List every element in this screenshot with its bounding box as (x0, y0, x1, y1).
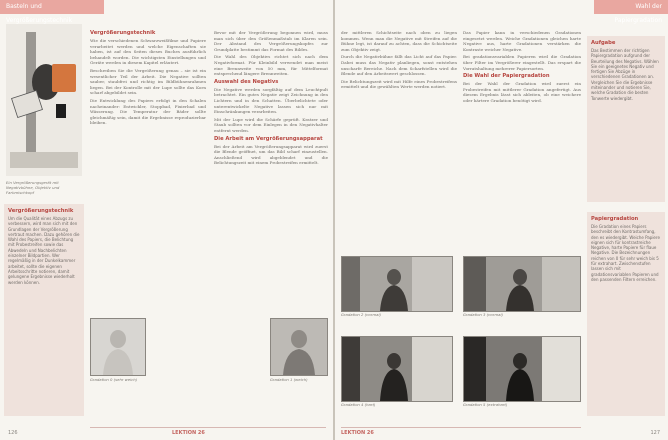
section-heading: Vergrößerungstechnik (90, 30, 156, 36)
right-column-1 (341, 30, 457, 92)
footer-rule (341, 427, 581, 428)
gradation-box-text: Die Gradation eines Papiers beschreibt den Kontrastumfang, den es wiedergibt. Weiche Papiere eignen sich für kontrastreiche Negative, harte Papiere für flaue Negative. Die Bezeichnungen reichen von 0 für sehr weich bis 5 für extrahart. Zwischenstufen lassen sich mit gradationsvariablen Papieren und den passenden Filtern erreichen. (591, 224, 660, 282)
gradation-photo-4 (341, 336, 453, 402)
portrait-photo (464, 337, 580, 401)
photo-caption-1: Gradation 3 (normal) (463, 312, 504, 317)
paragraph: Die Belichtungszeit wird mit Hilfe eines Probestreifens ermittelt und die gewählten Werte werden notiert. (341, 78, 457, 90)
subheading-negatives: Auswahl des Negativs (214, 78, 279, 85)
left-column-2 (214, 30, 328, 168)
footer-lesson-left: LEKTION 26 (172, 430, 205, 436)
gradation-photo-1 (270, 318, 328, 376)
paragraph: Durch die Negativbühne fällt das Licht auf das Papier. Dabei muss das Negativ planliegen, sonst entstehen unscharfe Bereiche. Nach dem Scharfstellen wird die Blende auf den Arbeitswert geschlossen. (341, 54, 457, 77)
gradation-box-heading: Papiergradation (591, 216, 639, 222)
paragraph: Bei gradationsvariablen Papieren wird die Gradation über Filter im Vergrößerer eingestellt. Das erspart die Vorratshaltung mehrerer Papiersorten. (463, 54, 581, 71)
page-number-right: 127 (650, 430, 660, 436)
paragraph: Bevor mit der Vergrößerung begonnen wird, muss man sich über den Größenmaßstab im Klaren sein. Der Abstand des Vergrößerungskopfes zur Grundplatte bestimmt das Format des Bildes. (214, 30, 328, 52)
paragraph: Mit der Lupe wird die Schärfe geprüft. Kratzer und Staub sollten vor dem Einlegen in den Negativhalter entfernt werden. (214, 116, 328, 133)
paragraph: Die Wahl des Objektivs richtet sich nach dem Negativformat. Für Kleinbild verwendet man meist eine Brennweite von 50 mm, für Mittelformat entsprechend längere Brennweiten. (214, 54, 328, 77)
paragraph: Die Entwicklung des Papiers erfolgt in den Schalen nacheinander: Entwickler, Stoppbad, Fixierbad und Wässerung. Die Temperatur der Bäder sollte gleichmäßig sein, damit die Ergebnisse reproduzierbar bleiben. (90, 97, 206, 126)
photo-caption-0: Gradation 2 (normal) (341, 312, 382, 317)
gradation-photo-5 (463, 336, 581, 402)
left-sidebar-heading: Vergrößerungstechnik (8, 208, 74, 214)
enlarger-illustration (6, 24, 82, 176)
left-page (0, 0, 333, 440)
portrait-photo (91, 319, 145, 375)
paragraph: der mittleren Schichtseite nach oben zu liegen kommen. Wenn man die Negative mit Streifen auf die Bühne legt, ist darauf zu achten, dass die Schichtseite zum Objektiv zeigt. (341, 30, 457, 52)
photo-caption-2: Gradation 4 (hart) (341, 402, 376, 407)
left-sidebar-text: Um die Qualität eines Abzugs zu verbessern, wird man sich mit den Grundlagen der Vergrößerung vertraut machen. Dazu gehören die Wahl des Papiers, die Belichtung mit Probestreifen sowie das Abwedeln und Nachbelichten einzelner Bildpartien. Wer regelmäßig in der Dunkelkammer arbeitet, sollte die eigenen Arbeitsschritte notieren, damit gelungene Ergebnisse wiederholt werden können. (8, 216, 80, 285)
right-column-2 (463, 30, 581, 106)
footer-rule (90, 427, 326, 428)
enlarger-caption: Ein Vergrößerungsgerät mit Negativbühne, Objektiv und Farbmischkopf (6, 180, 60, 195)
photo-caption-3: Gradation 5 (extrahart) (463, 402, 508, 407)
paragraph: Das Papier kann in verschiedenen Gradationen eingesetzt werden. Weiche Gradationen gleichen harte Negative aus, harte Gradationen verstärken die Kontraste weicher Negative. (463, 30, 581, 52)
portrait-photo (342, 337, 452, 401)
paragraph: Die Negative werden sorgfältig auf dem Leuchtpult betrachtet. Ein gutes Negativ zeigt Zeichnung in den Lichtern und in den Schatten. Überbelichtete oder unterentwickelte Negative lassen sich nur mit Einschränkungen verarbeiten. (214, 86, 328, 115)
gradation-caption-0: Gradation 0 (sehr weich) (90, 377, 138, 382)
portrait-photo (271, 319, 327, 375)
gradation-photo-2 (341, 256, 453, 312)
paragraph: Wie die verschiedenen Schwarzweißfilme und Papiere verarbeitet werden und welche Eigenschaften sie haben, ist auf den Seiten dieses Buches ausführlich behandelt worden. Die wichtigsten Einstellungen und Geräte werden in diesem Kapitel erläutert. (90, 38, 206, 66)
gradation-photo-3 (463, 256, 581, 312)
portrait-photo (342, 257, 452, 311)
right-sidebar-task (587, 36, 665, 202)
task-text: Das Bestimmen der richtigen Papiergradation aufgrund der Beurteilung des Negativs. Wählen Sie ein geeignetes Negativ und fertigen Sie Abzüge in verschiedenen Gradationen an. Vergleichen Sie die Ergebnisse miteinander und notieren Sie, welche Gradation die besten Tonwerte wiedergibt. (591, 48, 659, 101)
left-column-1 (90, 30, 206, 128)
subheading-enlarger: Die Arbeit am Vergrößerungsapparat (214, 135, 323, 142)
right-page (335, 0, 668, 440)
running-head-right: Wahl der Papiergradation (594, 0, 668, 14)
left-sidebar (4, 204, 84, 416)
gradation-photo-0 (90, 318, 146, 376)
paragraph: Bei der Wahl der Gradation wird zuerst ein Probestreifen mit mittlerer Gradation angefertigt. Aus diesem Ergebnis lässt sich ableiten, ob eine weichere oder härtere Gradation benötigt wird. (463, 81, 581, 103)
footer-lesson-right: LEKTION 26 (341, 430, 374, 436)
paragraph: Beschreiben Sie die Vergrößerung genau – sie ist ein wesentlicher Teil der Arbeit. Die Negative sollten sauber, staubfrei und richtig im Bildbühnenrahmen liegen. Bei der Kontrolle mit der Lupe sollte das Korn scharf abgebildet sein. (90, 67, 206, 96)
page-number-left: 126 (8, 430, 18, 436)
paragraph: Bei der Arbeit am Vergrößerungsapparat wird zuerst die Blende geöffnet, um das Bild scharf einzustellen. Anschließend wird abgeblendet und die Belichtungszeit mit einem Probestreifen ermittelt. (214, 143, 328, 166)
task-heading: Aufgabe (591, 40, 616, 46)
portrait-photo (464, 257, 580, 311)
running-head-left: Basteln und Vergrößerungstechnik (0, 0, 104, 14)
right-sidebar-gradation (587, 212, 665, 416)
subheading-gradation: Die Wahl der Papiergradation (463, 73, 550, 80)
enlarger-photo (6, 24, 82, 176)
gradation-caption-1: Gradation 1 (weich) (270, 377, 308, 382)
